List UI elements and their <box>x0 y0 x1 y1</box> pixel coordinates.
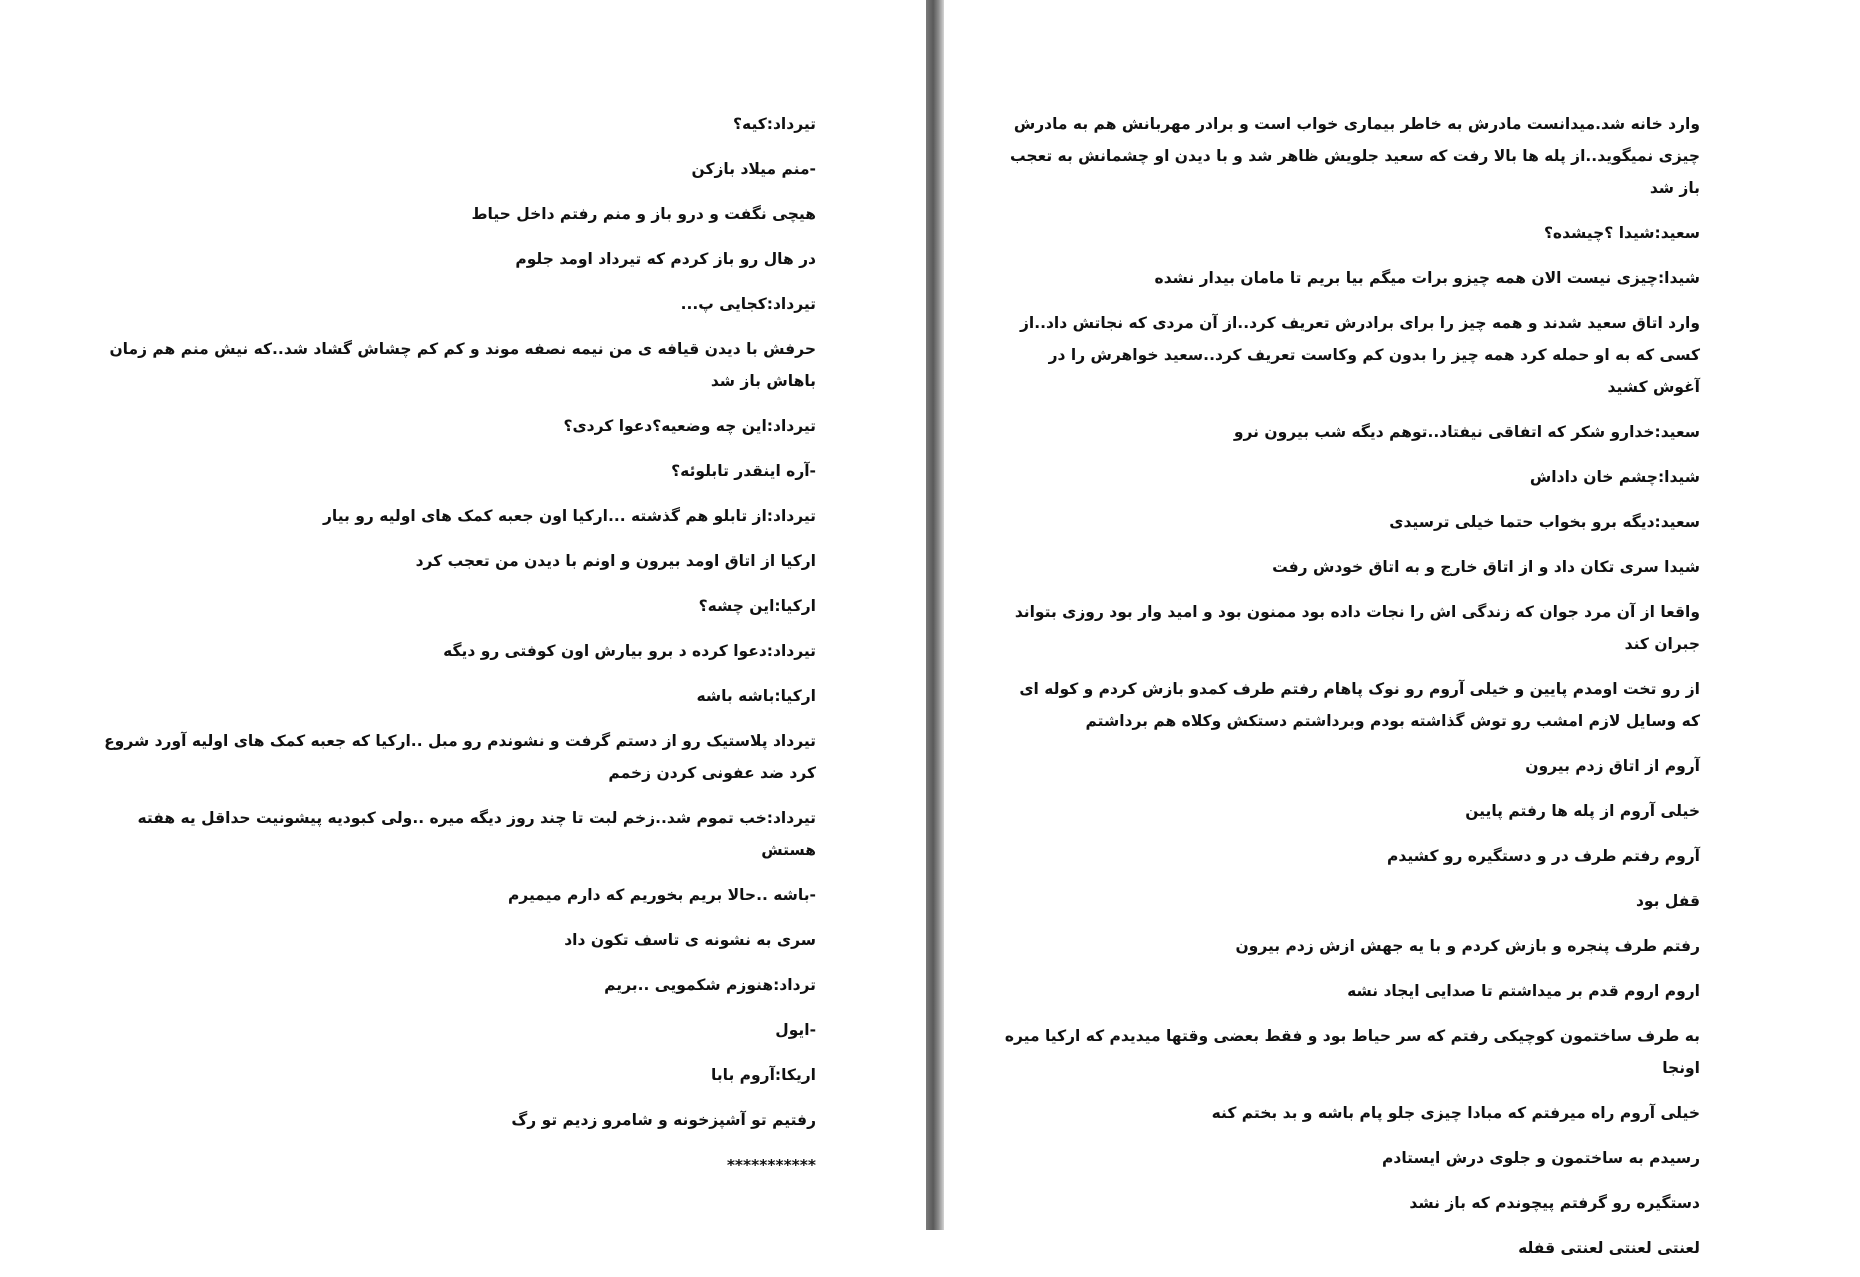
page-gutter-divider <box>926 0 944 1230</box>
paragraph: هیچی نگفت و درو باز و منم رفتم داخل حیاط <box>471 205 816 223</box>
paragraph: ارکیا:باشه باشه <box>696 687 816 705</box>
paragraph: سعید:شیدا ؟چیشده؟ <box>1543 224 1700 242</box>
paragraph: تیرداد:از تابلو هم گذشته ...ارکیا اون جعبه کمک های اولیه رو بیار <box>322 507 816 525</box>
paragraph: -ایول <box>775 1021 816 1039</box>
paragraph: تیرداد:کجایی پ... <box>680 295 816 313</box>
paragraph: تیرداد:این چه وضعیه؟دعوا کردی؟ <box>563 417 816 435</box>
paragraph: حرفش با دیدن قیافه ی من نیمه نصفه موند و کم کم چشاش گشاد شد..که نیش منم هم زمان باهاش باز شد <box>109 340 816 390</box>
paragraph: سعید:خدارو شکر که اتفاقی نیفتاد..توهم دیگه شب بیرون نرو <box>1233 423 1700 441</box>
paragraph: سعید:دیگه برو بخواب حتما خیلی ترسیدی <box>1389 513 1700 531</box>
paragraph: سری به نشونه ی تاسف تکون داد <box>564 931 816 949</box>
paragraph: شیدا سری تکان داد و از اتاق خارج و به اتاق خودش رفت <box>1272 558 1700 576</box>
paragraph: رسیدم به ساختمون و جلوی درش ایستادم <box>1382 1149 1700 1167</box>
paragraph: اریکا:آروم بابا <box>711 1066 816 1084</box>
paragraph: ترداد:هنوزم شکمویی ..بریم <box>604 976 816 994</box>
right-page <box>944 0 1860 1257</box>
paragraph: آروم از اتاق زدم بیرون <box>1525 757 1700 775</box>
paragraph: از رو تخت اومدم پایین و خیلی آروم رو نوک پاهام رفتم طرف کمدو بازش کردم و کوله ای که وسایل لازم امشب رو توش گذاشته بودم وبرداشتم دستکش وکلاه هم برداشتم <box>1019 680 1700 730</box>
paragraph: خیلی آروم راه میرفتم که مبادا چیزی جلو پام باشه و بد بختم کنه <box>1211 1104 1700 1122</box>
paragraph: تیرداد پلاستیک رو از دستم گرفت و نشوندم رو مبل ..ارکیا که جعبه کمک های اولیه آورد شروع کرد ضد عفونی کردن زخمم <box>104 732 816 782</box>
paragraph: قفل بود <box>1635 892 1700 910</box>
paragraph: تیرداد:خب تموم شد..زخم لبت تا چند روز دیگه میره ..ولی کبودیه پیشونیت حداقل یه هفته هستش <box>137 809 816 859</box>
paragraph: اروم اروم قدم بر میداشتم تا صدایی ایجاد نشه <box>1347 982 1700 1000</box>
left-page-text <box>96 108 816 1194</box>
paragraph: رفتیم تو آشپزخونه و شامرو زدیم تو رگ <box>511 1111 816 1129</box>
paragraph: به طرف ساختمون کوچیکی رفتم که سر حیاط بود و فقط بعضی وقتها میدیدم که ارکیا میره اونجا <box>1004 1027 1700 1077</box>
paragraph: آروم رفتم طرف در و دستگیره رو کشیدم <box>1387 847 1700 865</box>
paragraph: شیدا:چشم خان داداش <box>1529 468 1700 486</box>
right-page-text <box>1000 108 1700 1277</box>
paragraph: -باشه ..حالا بریم بخوریم که دارم میمیرم <box>507 886 816 904</box>
paragraph: لعنتی لعنتی لعنتی قفله <box>1518 1239 1700 1257</box>
paragraph: -آره اینقدر تابلوئه؟ <box>671 462 816 480</box>
paragraph: ارکیا:این چشه؟ <box>698 597 816 615</box>
paragraph: شیدا:چیزی نیست الان همه چیزو برات میگم بیا بریم تا مامان بیدار نشده <box>1154 269 1700 287</box>
paragraph: رفتم طرف پنجره و بازش کردم و با یه جهش ازش زدم بیرون <box>1235 937 1700 955</box>
paragraph: در هال رو باز کردم که تیرداد اومد جلوم <box>515 250 816 268</box>
paragraph: خیلی آروم از پله ها رفتم پایین <box>1465 802 1700 820</box>
paragraph: تیرداد:دعوا کرده د برو بیارش اون کوفتی رو دیگه <box>443 642 816 660</box>
paragraph: تیرداد:کیه؟ <box>733 115 816 133</box>
section-separator: *********** <box>726 1156 816 1174</box>
paragraph: واقعا از آن مرد جوان که زندگی اش را نجات داده بود ممنون بود و امید وار بود روزی بتواند جبران کند <box>1014 603 1700 653</box>
paragraph: وارد خانه شد.میدانست مادرش به خاطر بیماری خواب است و برادر مهربانش هم به مادرش چیزی نمیگوید..از پله ها بالا رفت که سعید جلویش ظاهر شد و با دیدن او چشمانش به تعجب باز شد <box>1010 115 1700 197</box>
paragraph: وارد اتاق سعید شدند و همه چیز را برای برادرش تعریف کرد..از آن مردی که نجاتش داد..از کسی که به او حمله کرد همه چیز را بدون کم وکاست تعریف کرد..سعید خواهرش را در آغوش کشید <box>1019 314 1700 396</box>
left-page <box>0 0 926 1230</box>
paragraph: ارکیا از اتاق اومد بیرون و اونم با دیدن من تعجب کرد <box>415 552 816 570</box>
paragraph: -منم میلاد بازکن <box>691 160 816 178</box>
paragraph: دستگیره رو گرفتم پیچوندم که باز نشد <box>1409 1194 1700 1212</box>
